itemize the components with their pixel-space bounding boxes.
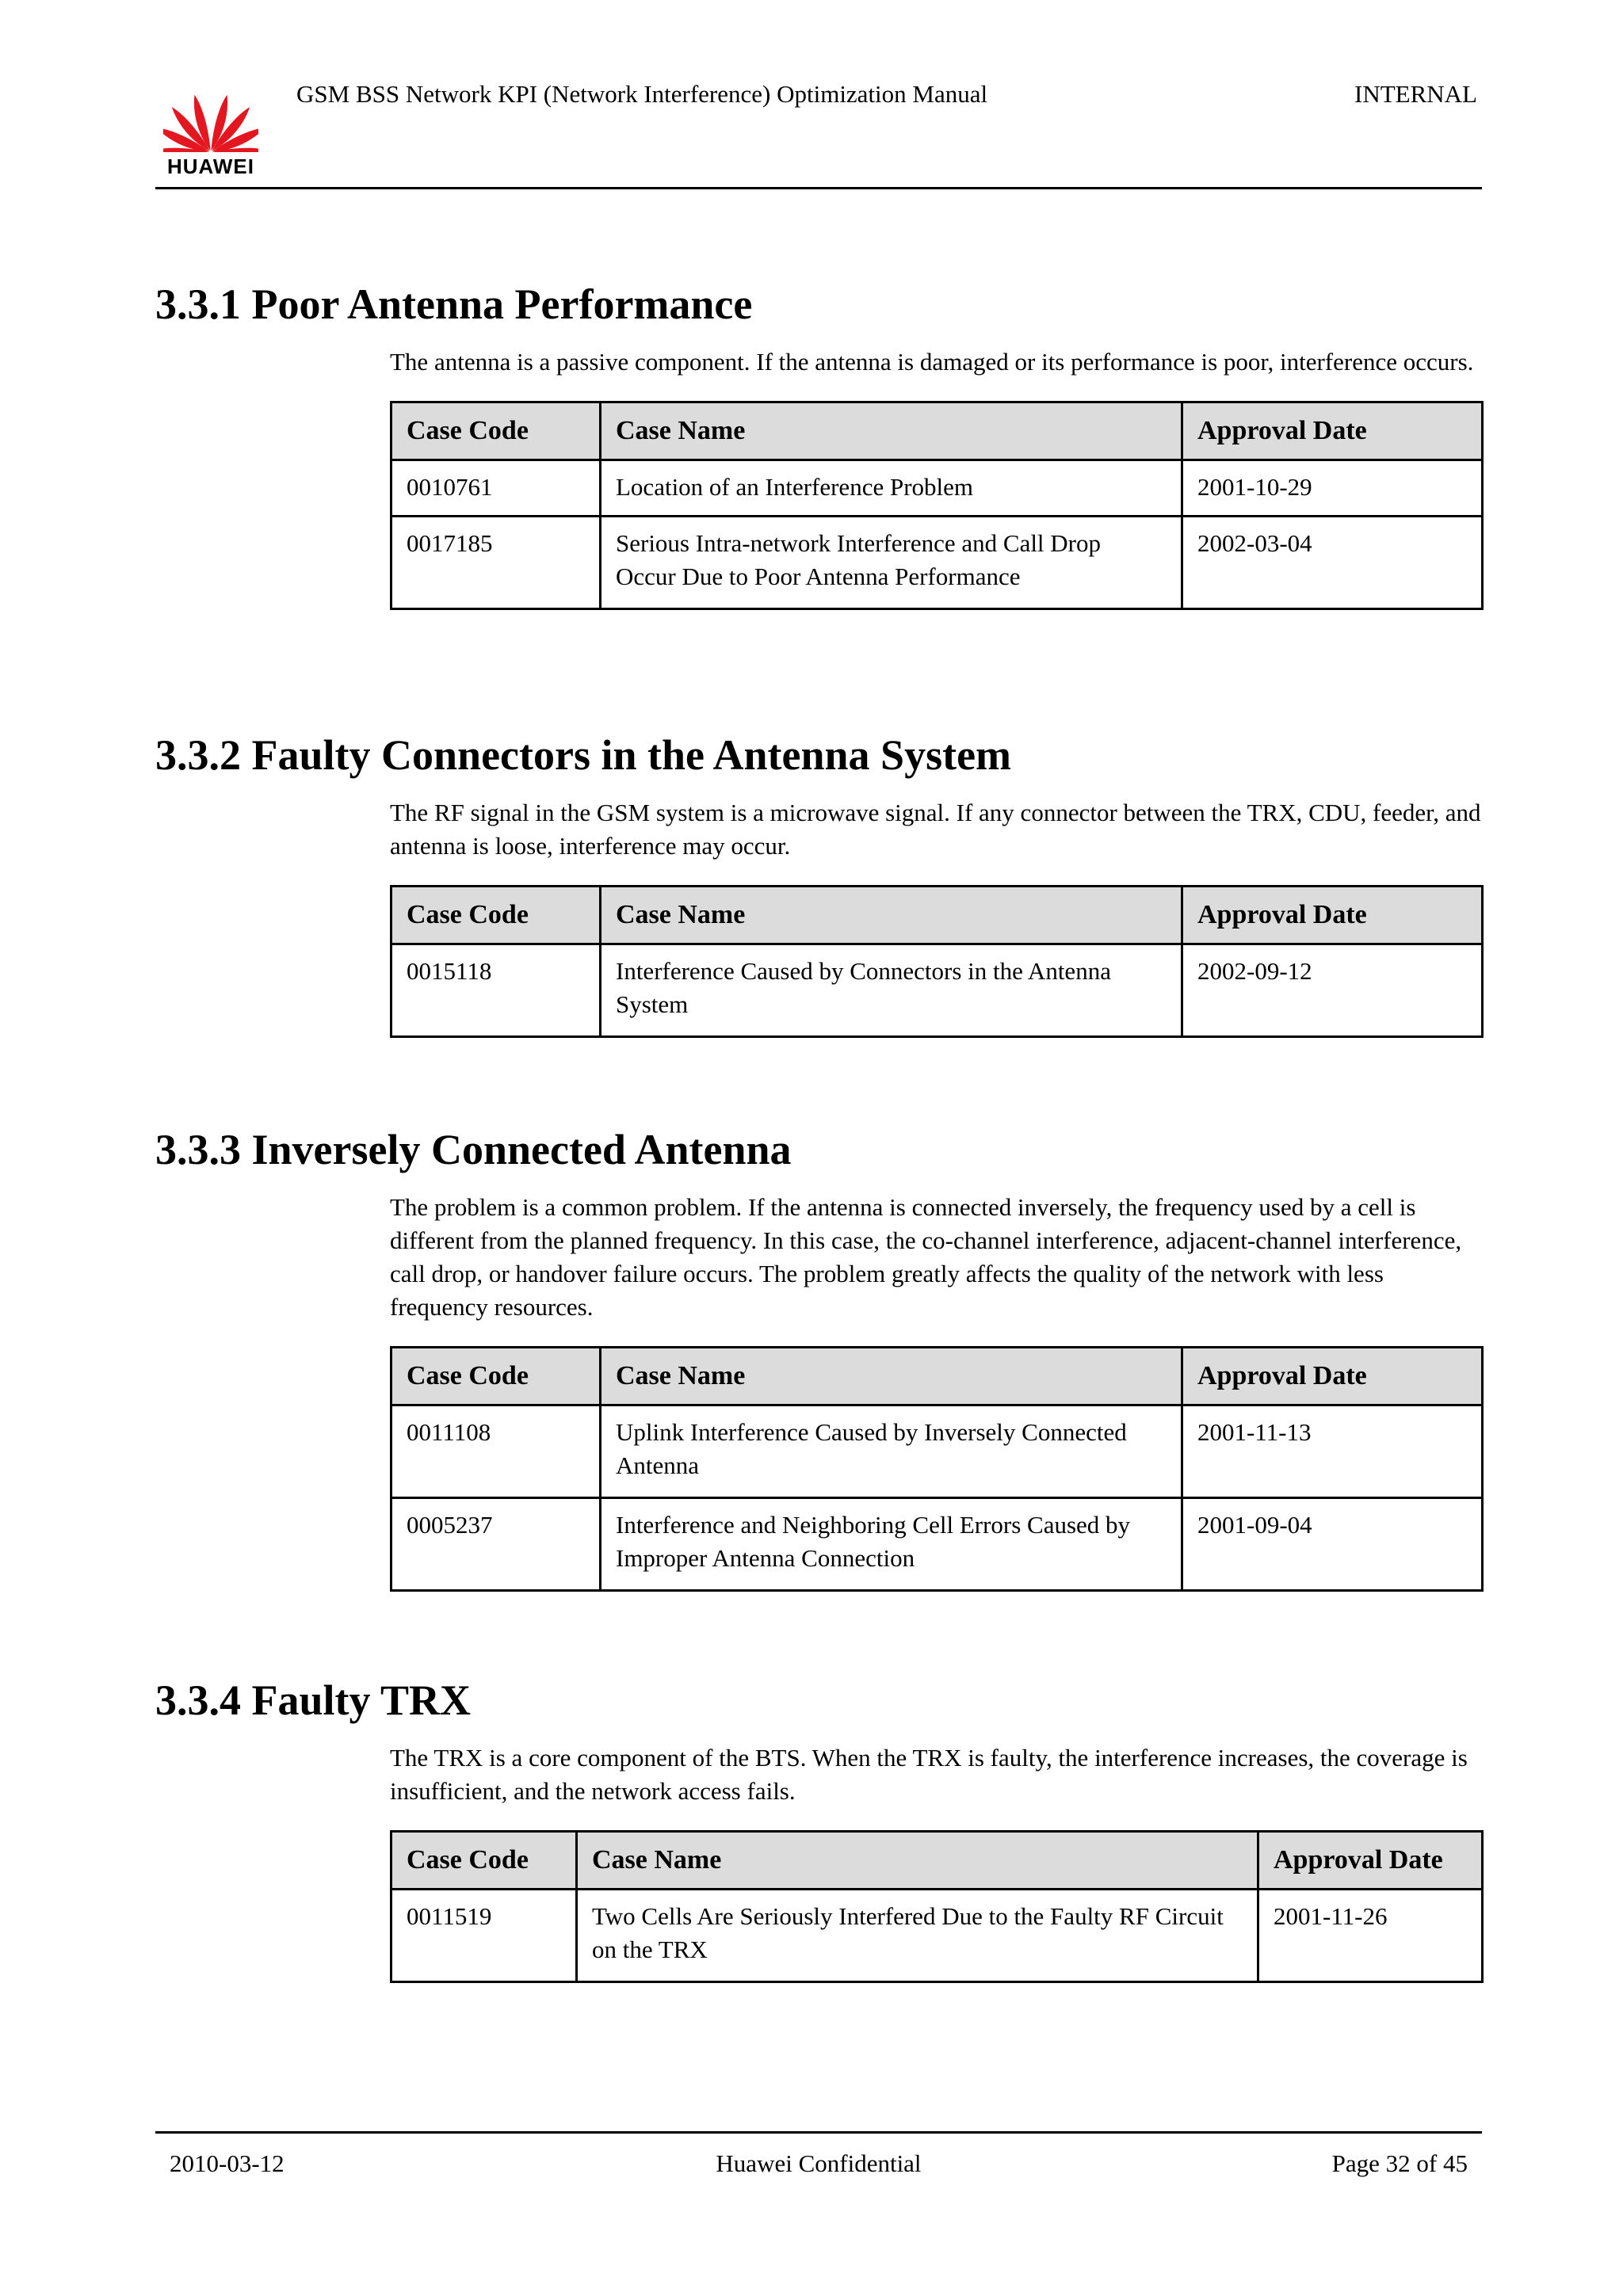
table-row (391, 1890, 1483, 1982)
case-code: 0011108 (391, 1405, 601, 1498)
column-header-case-code: Case Code (391, 1348, 601, 1405)
section-heading: 3.3.3 Inversely Connected Antenna (155, 1126, 792, 1173)
approval-date: 2001-09-04 (1182, 1498, 1483, 1591)
page-number: Page 32 of 45 (1331, 2149, 1468, 2177)
column-header-case-name: Case Name (601, 1348, 1182, 1405)
case-name: Serious Intra-network Interference and Call Drop Occur Due to Poor Antenna Performance (601, 517, 1182, 609)
case-code: 0011519 (391, 1890, 577, 1982)
section-faulty-connectors (155, 730, 1484, 1038)
section-intro: The problem is a common problem. If the antenna is connected inversely, the frequency used by a cell is different from the planned frequency. In this case, the co-channel interference, adjacent-channel interference, call drop, or handover failure occurs. The problem greatly affects the quality of the network with less frequency resources. (390, 1193, 1462, 1321)
case-code: 0010761 (391, 460, 601, 517)
document-title: GSM BSS Network KPI (Network Interference) Optimization Manual (296, 80, 988, 108)
section-intro: The TRX is a core component of the BTS. When the TRX is faulty, the interference increases, the coverage is insufficient, and the network access fails. (390, 1744, 1468, 1805)
case-table (390, 1830, 1484, 1983)
case-name: Interference and Neighboring Cell Errors Caused by Improper Antenna Connection (601, 1498, 1182, 1591)
huawei-logo-icon (163, 73, 258, 152)
case-code: 0005237 (391, 1498, 601, 1591)
section-heading: 3.3.4 Faulty TRX (155, 1676, 472, 1724)
column-header-approval-date: Approval Date (1258, 1832, 1483, 1890)
section-intro: The RF signal in the GSM system is a microwave signal. If any connector between the TRX, CDU, feeder, and antenna is loose, interference may occur. (390, 799, 1481, 860)
column-header-case-code: Case Code (391, 1832, 577, 1890)
case-table (390, 1346, 1484, 1592)
footer-confidential: Huawei Confidential (716, 2149, 922, 2177)
case-code: 0015118 (391, 944, 601, 1037)
huawei-logo (155, 73, 274, 176)
approval-date: 2001-11-26 (1258, 1890, 1483, 1982)
approval-date: 2001-10-29 (1182, 460, 1483, 517)
table-row (391, 944, 1483, 1037)
section-faulty-trx (155, 1675, 1484, 1983)
table-header-row (391, 402, 1483, 460)
page-header (155, 73, 1482, 189)
section-intro: The antenna is a passive component. If the antenna is damaged or its performance is poor, interference occurs. (390, 348, 1474, 376)
case-name: Location of an Interference Problem (601, 460, 1182, 517)
case-table (390, 401, 1484, 610)
section-inversely-connected-antenna (155, 1124, 1484, 1592)
table-row (391, 1405, 1483, 1498)
page-footer (155, 2131, 1482, 2181)
table-header-row (391, 887, 1483, 944)
case-name: Uplink Interference Caused by Inversely Connected Antenna (601, 1405, 1182, 1498)
approval-date: 2002-09-12 (1182, 944, 1483, 1037)
section-heading: 3.3.2 Faulty Connectors in the Antenna System (155, 731, 1012, 779)
column-header-case-name: Case Name (577, 1832, 1258, 1890)
column-header-case-code: Case Code (391, 887, 601, 944)
case-name: Interference Caused by Connectors in the Antenna System (601, 944, 1182, 1037)
classification-label: INTERNAL (1354, 80, 1477, 108)
case-code: 0017185 (391, 517, 601, 609)
table-row (391, 460, 1483, 517)
case-table (390, 885, 1484, 1038)
column-header-approval-date: Approval Date (1182, 1348, 1483, 1405)
approval-date: 2002-03-04 (1182, 517, 1483, 609)
case-name: Two Cells Are Seriously Interfered Due to the Faulty RF Circuit on the TRX (577, 1890, 1258, 1982)
column-header-approval-date: Approval Date (1182, 402, 1483, 460)
column-header-approval-date: Approval Date (1182, 887, 1483, 944)
column-header-case-name: Case Name (601, 402, 1182, 460)
approval-date: 2001-11-13 (1182, 1405, 1483, 1498)
section-heading: 3.3.1 Poor Antenna Performance (155, 280, 753, 328)
footer-date: 2010-03-12 (170, 2149, 285, 2177)
section-poor-antenna-performance (155, 279, 1484, 610)
table-row (391, 517, 1483, 609)
logo-text: HUAWEI (167, 154, 254, 178)
table-header-row (391, 1348, 1483, 1405)
column-header-case-code: Case Code (391, 402, 601, 460)
table-header-row (391, 1832, 1483, 1890)
table-row (391, 1498, 1483, 1591)
column-header-case-name: Case Name (601, 887, 1182, 944)
